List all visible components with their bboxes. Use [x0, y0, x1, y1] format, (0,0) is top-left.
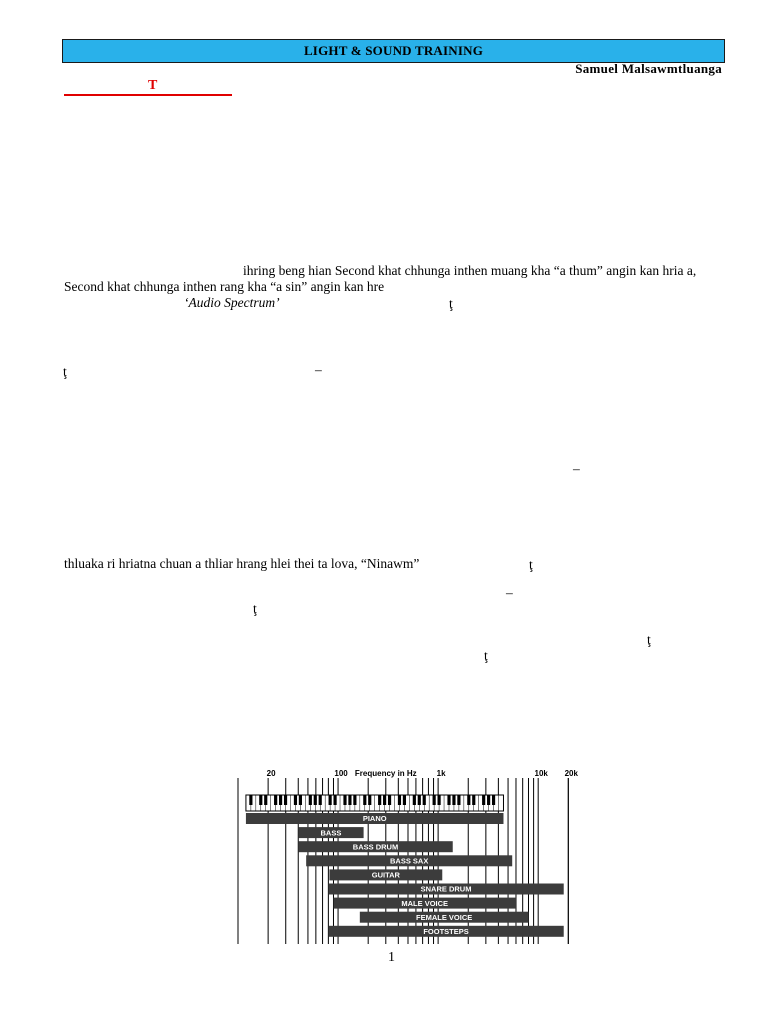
tick-label: 20k — [564, 769, 578, 778]
piano-black-key — [299, 795, 302, 805]
tick-label: 1k — [436, 769, 446, 778]
bar-label: SNARE DRUM — [420, 884, 472, 894]
author-name: Samuel Malsawmtluanga — [575, 61, 722, 76]
text-fragment: ţ — [647, 632, 651, 647]
dash-fragment: – — [506, 585, 513, 600]
piano-black-key — [467, 795, 470, 805]
section-heading-letter: T — [148, 78, 158, 93]
piano-black-key — [388, 795, 391, 805]
piano-black-key — [363, 795, 366, 805]
bar-label: BASS — [320, 828, 342, 838]
piano-black-key — [433, 795, 436, 805]
piano-black-key — [418, 795, 421, 805]
piano-black-key — [319, 795, 322, 805]
piano-black-key — [472, 795, 475, 805]
text-fragment: ţ — [63, 364, 67, 379]
piano-black-key — [264, 795, 267, 805]
bar-label: BASS SAX — [390, 856, 429, 866]
piano-black-key — [284, 795, 287, 805]
text-fragment: ţ — [529, 557, 533, 572]
tick-label: 20 — [266, 769, 276, 778]
piano-black-key — [274, 795, 277, 805]
text-fragment: ţ — [449, 296, 453, 311]
header-bar — [62, 39, 725, 63]
paragraph-line: ihring beng hian Second khat chhunga inthen muang kha “a thum” angin kan hria a, — [243, 263, 697, 278]
piano-black-key — [353, 795, 356, 805]
document-title: LIGHT & SOUND TRAINING — [303, 43, 484, 58]
bar-label: MALE VOICE — [401, 898, 449, 908]
bar-label: FEMALE VOICE — [416, 912, 473, 922]
piano-black-key — [309, 795, 312, 805]
page-number: 1 — [388, 950, 395, 965]
bar-label: PIANO — [362, 814, 387, 824]
text-fragment: ţ — [253, 601, 257, 616]
piano-black-key — [368, 795, 371, 805]
piano-black-key — [492, 795, 495, 805]
piano-black-key — [452, 795, 455, 805]
dash-fragment: – — [315, 362, 322, 377]
paragraph-line: thluaka ri hriatna chuan a thliar hrang hlei thei ta lova, “Ninawm” — [64, 556, 420, 571]
tick-label: 10k — [534, 769, 548, 778]
piano-black-key — [403, 795, 406, 805]
piano-black-key — [383, 795, 386, 805]
piano-black-key — [259, 795, 262, 805]
axis-title: Frequency in Hz — [354, 769, 417, 778]
piano-black-key — [398, 795, 401, 805]
bar-label: GUITAR — [371, 870, 400, 880]
piano-black-key — [423, 795, 426, 805]
piano-black-key — [378, 795, 381, 805]
piano-black-key — [348, 795, 351, 805]
piano-black-key — [482, 795, 485, 805]
frequency-range-chart — [232, 766, 584, 948]
piano-black-key — [447, 795, 450, 805]
bar-label: BASS DRUM — [352, 842, 399, 852]
piano-black-key — [438, 795, 441, 805]
piano-black-key — [413, 795, 416, 805]
piano-black-key — [333, 795, 336, 805]
piano-black-key — [249, 795, 252, 805]
piano-black-key — [329, 795, 332, 805]
audio-spectrum-term: ‘Audio Spectrum’ — [184, 295, 280, 310]
bar-label: FOOTSTEPS — [423, 927, 469, 936]
text-fragment: ţ — [484, 648, 488, 663]
piano-black-key — [314, 795, 317, 805]
paragraph-line: Second khat chhunga inthen rang kha “a sin” angin kan hre — [64, 279, 385, 294]
tick-label: 100 — [334, 769, 348, 778]
piano-black-key — [457, 795, 460, 805]
piano-black-key — [279, 795, 282, 805]
section-heading-underline — [64, 80, 232, 96]
dash-fragment: – — [573, 461, 580, 476]
piano-black-key — [294, 795, 297, 805]
piano-black-key — [487, 795, 490, 805]
piano-black-key — [343, 795, 346, 805]
